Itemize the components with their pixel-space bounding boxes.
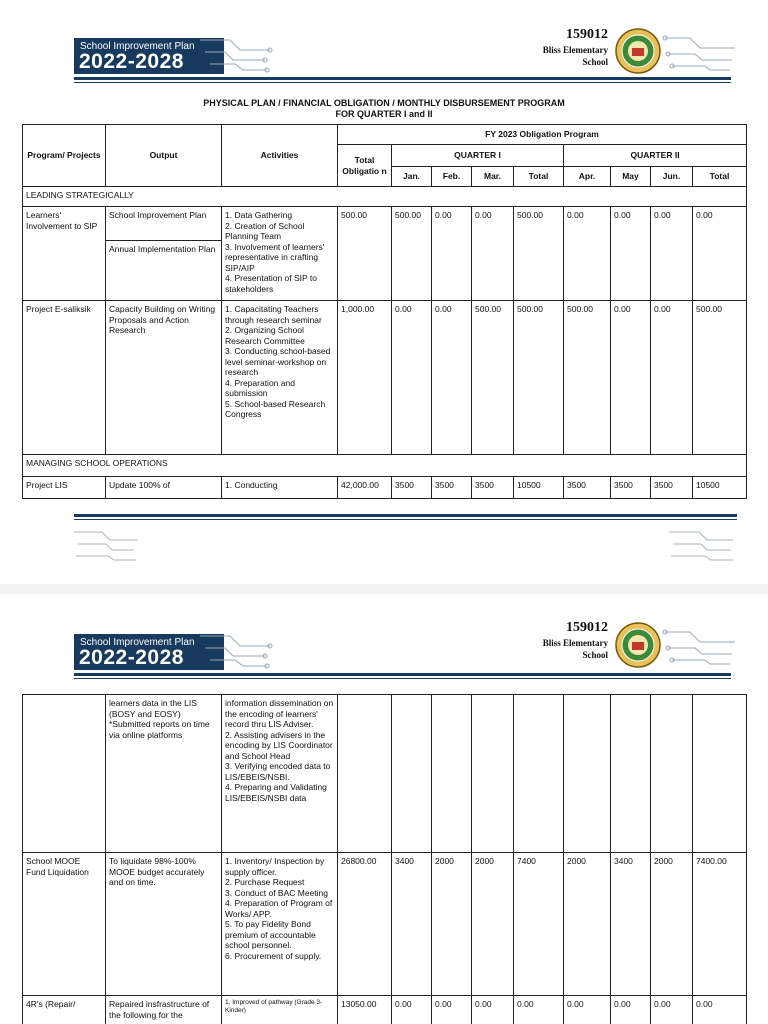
value-cell [472, 695, 514, 853]
value-cell: 0.00 [651, 207, 693, 301]
value-cell: 0.00 [564, 996, 611, 1024]
col-quarter2: QUARTER II [564, 145, 747, 167]
value-cell: 3500 [472, 477, 514, 499]
section-leading-strategically: LEADING STRATEGICALLY [23, 187, 747, 207]
value-cell: 0.00 [432, 301, 472, 455]
banner-years: 2022-2028 [79, 50, 184, 73]
value-cell: 0.00 [472, 996, 514, 1024]
activities-cell: information dissemination on the encoding of learners' record thru LIS Adviser. 2. Assisting advisers in the encoding by LIS Coordinator and School Head 3. Verifying encoded data to LIS/EBEIS/NSBI. 4. Preparing and Validating LIS/EBEIS/NSBI data [222, 695, 338, 853]
col-total-obligation: Total Obligatio n [338, 145, 392, 187]
value-cell: 0.00 [611, 301, 651, 455]
value-cell: 0.00 [611, 996, 651, 1024]
circuit-decoration-icon [195, 30, 275, 74]
program-cell: 4R's (Repair/ [23, 996, 106, 1024]
value-cell [432, 695, 472, 853]
col-fy-program: FY 2023 Obligation Program [338, 125, 747, 145]
value-cell: 0.00 [392, 301, 432, 455]
header-rule-thin [74, 82, 731, 83]
value-cell: 0.00 [514, 996, 564, 1024]
value-cell [611, 695, 651, 853]
output-cell: Repaired insfrastructure of the following for the [106, 996, 222, 1024]
school-name-line1: Bliss Elementary [542, 638, 608, 648]
value-cell [564, 695, 611, 853]
output-cell: Update 100% of [106, 477, 222, 499]
value-cell: 2000 [564, 853, 611, 996]
value-cell: 3500 [392, 477, 432, 499]
value-cell: 0.00 [392, 996, 432, 1024]
col-mar: Mar. [472, 167, 514, 187]
school-id: 159012 [566, 27, 608, 42]
activities-cell: 1. Inventory/ Inspection by supply officer. 2. Purchase Request 3. Conduct of BAC Meeting 4. Preparation of Program of Works/ APP. 5. To pay Fidelity Bond premium of accountable school personnel. 6. Procurement of supply. [222, 853, 338, 996]
value-cell [693, 695, 747, 853]
value-cell: 0.00 [651, 996, 693, 1024]
value-cell: 2000 [432, 853, 472, 996]
value-cell: 3500 [432, 477, 472, 499]
col-apr: Apr. [564, 167, 611, 187]
col-quarter1: QUARTER I [392, 145, 564, 167]
value-cell: 10500 [693, 477, 747, 499]
school-name-line2: School [582, 57, 608, 67]
activities-cell: 1. Data Gathering 2. Creation of School Planning Team 3. Involvement of learners' representative in crafting SIP/AIP 4. Presentation of SIP to stakeholders [222, 207, 338, 301]
page-separator [0, 584, 768, 594]
value-cell: 3400 [611, 853, 651, 996]
value-cell: 42,000.00 [338, 477, 392, 499]
col-q2-total: Total [693, 167, 747, 187]
output-cell: Annual Implementation Plan [106, 241, 222, 301]
footer-rule-thin [74, 519, 737, 520]
value-cell: 0.00 [693, 996, 747, 1024]
header-rule [74, 673, 731, 676]
col-output: Output [106, 125, 222, 187]
value-cell: 0.00 [472, 207, 514, 301]
value-cell: 0.00 [611, 207, 651, 301]
value-cell: 3400 [392, 853, 432, 996]
school-name-line2: School [582, 650, 608, 660]
col-jan: Jan. [392, 167, 432, 187]
value-cell: 1,000.00 [338, 301, 392, 455]
value-cell: 2000 [472, 853, 514, 996]
output-cell: learners data in the LIS (BOSY and EOSY) *Submitted reports on time via online platforms [106, 695, 222, 853]
value-cell: 7400.00 [693, 853, 747, 996]
value-cell: 10500 [514, 477, 564, 499]
value-cell [338, 695, 392, 853]
program-cell: School MOOE Fund Liquidation [23, 853, 106, 996]
value-cell: 0.00 [432, 996, 472, 1024]
program-cell: Learners' Involvement to SIP [23, 207, 106, 301]
school-seal-icon [615, 28, 661, 74]
header-rule [74, 77, 731, 80]
circuit-decoration-icon [665, 524, 735, 564]
school-seal-icon [615, 622, 661, 668]
header-rule-thin [74, 678, 731, 679]
activities-cell: 1. Improved of pathway (Grade 3-Kinder) [222, 996, 338, 1024]
col-jun: Jun. [651, 167, 693, 187]
value-cell: 0.00 [651, 301, 693, 455]
value-cell [514, 695, 564, 853]
col-q1-total: Total [514, 167, 564, 187]
obligation-table [22, 124, 747, 499]
program-cell: Project LIS [23, 477, 106, 499]
value-cell: 500.00 [514, 207, 564, 301]
output-cell: To liquidate 98%-100% MOOE budget accurately and on time. [106, 853, 222, 996]
value-cell: 26800.00 [338, 853, 392, 996]
document-title-line2: FOR QUARTER I and II [335, 109, 433, 119]
value-cell: 500.00 [472, 301, 514, 455]
circuit-decoration-icon [72, 524, 142, 564]
circuit-decoration-icon [195, 626, 275, 670]
banner-years: 2022-2028 [79, 646, 184, 669]
value-cell: 500.00 [514, 301, 564, 455]
col-activities: Activities [222, 125, 338, 187]
value-cell: 0.00 [564, 207, 611, 301]
activities-cell: 1. Conducting [222, 477, 338, 499]
banner-subtitle: School Improvement Plan [80, 637, 195, 648]
value-cell: 500.00 [564, 301, 611, 455]
value-cell: 500.00 [693, 301, 747, 455]
value-cell: 3500 [611, 477, 651, 499]
banner-subtitle: School Improvement Plan [80, 41, 195, 52]
school-name [518, 637, 608, 661]
activities-cell: 1. Capacitating Teachers through research seminar 2. Organizing School Research Committee 3. Conducting school-based level seminar-workshop on research 4. Preparation and submission 5. School-based Research Congress [222, 301, 338, 455]
col-may: May [611, 167, 651, 187]
value-cell: 2000 [651, 853, 693, 996]
school-id: 159012 [566, 620, 608, 635]
value-cell: 0.00 [432, 207, 472, 301]
document-title [0, 98, 768, 120]
obligation-table-continued [22, 694, 747, 1024]
circuit-decoration-icon [660, 624, 740, 668]
value-cell [392, 695, 432, 853]
school-name-line1: Bliss Elementary [542, 45, 608, 55]
document-title-line1: PHYSICAL PLAN / FINANCIAL OBLIGATION / MONTHLY DISBURSEMENT PROGRAM [203, 98, 565, 108]
program-cell: Project E-saliksik [23, 301, 106, 455]
value-cell: 0.00 [693, 207, 747, 301]
col-program: Program/ Projects [23, 125, 106, 187]
value-cell: 3500 [651, 477, 693, 499]
value-cell: 500.00 [338, 207, 392, 301]
section-managing-school-operations: MANAGING SCHOOL OPERATIONS [23, 455, 747, 477]
circuit-decoration-icon [660, 30, 740, 74]
output-cell: School Improvement Plan [106, 207, 222, 241]
document-page-2 [0, 600, 768, 1024]
output-cell: Capacity Building on Writing Proposals and Action Research [106, 301, 222, 455]
value-cell: 500.00 [392, 207, 432, 301]
footer-rule [74, 514, 737, 517]
program-cell [23, 695, 106, 853]
col-feb: Feb. [432, 167, 472, 187]
value-cell [651, 695, 693, 853]
school-name [518, 44, 608, 68]
value-cell: 3500 [564, 477, 611, 499]
value-cell: 13050.00 [338, 996, 392, 1024]
value-cell: 7400 [514, 853, 564, 996]
